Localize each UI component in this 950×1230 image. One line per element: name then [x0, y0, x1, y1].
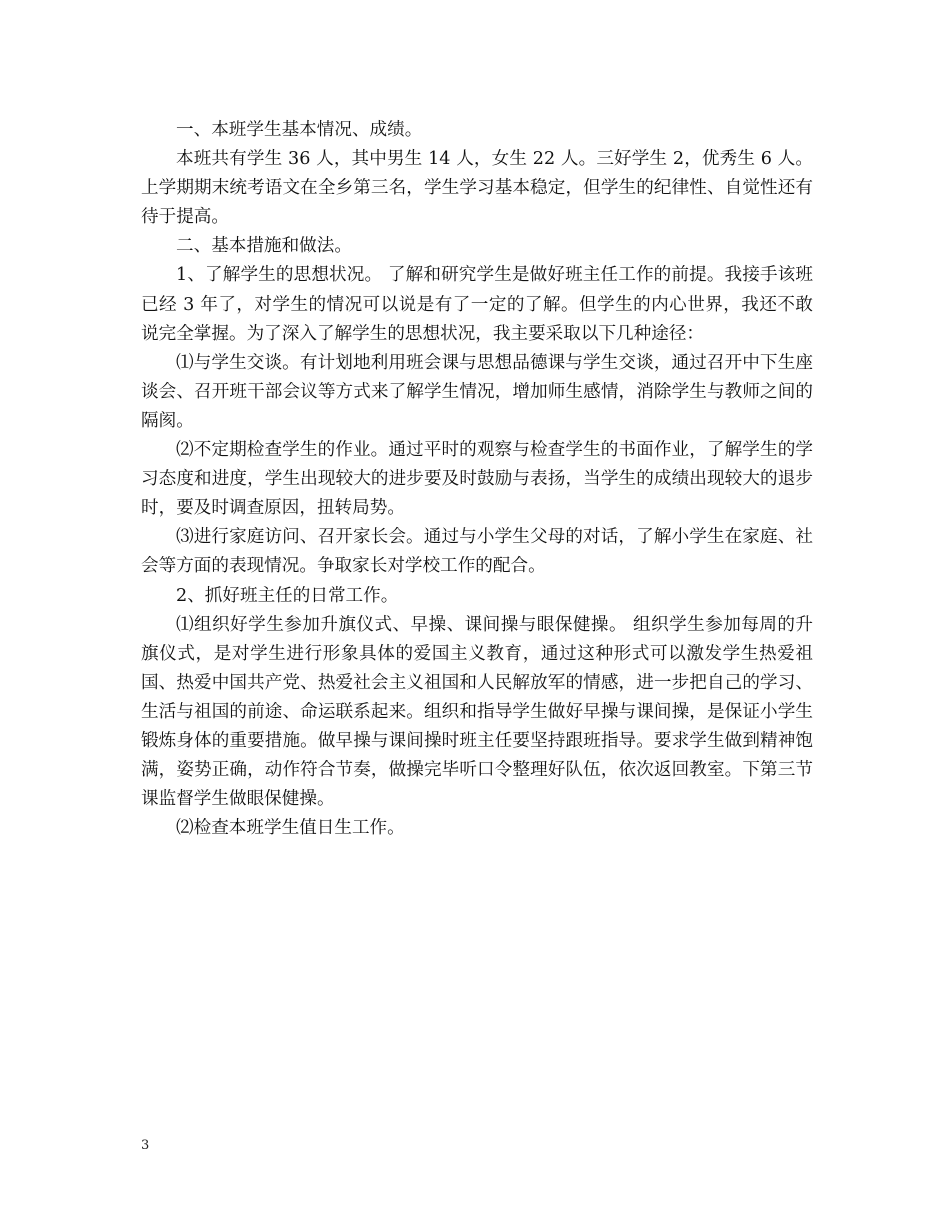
page-number: 3 [141, 1138, 150, 1153]
list-item-duty-check: ⑵检查本班学生值日生工作。 [176, 818, 405, 839]
heading-basic-situation: 一、本班学生基本情况、成绩。 [176, 120, 423, 140]
paragraph-class-stats: 本班共有学生 36 人，其中男生 14 人，女生 22 人。三好学生 2，优秀生 6 人。上学期期末统考语文在全乡第三名，学生学习基本稳定，但学生的纪律性、自觉性还有待于提高。 [141, 149, 813, 228]
heading-daily-work: 2、抓好班主任的日常工作。 [176, 585, 399, 606]
heading-measures: 二、基本措施和做法。 [176, 236, 352, 257]
paragraph-understand-students: 1、了解学生的思想状况。 了解和研究学生是做好班主任工作的前提。我接手该班已经 3 年了，对学生的情况可以说是有了一定的了解。但学生的内心世界，我还不敢说完全掌握。为了深入了解学生的思想状况，我主要采取以下几种途径： [141, 265, 813, 344]
list-item-home-visits: ⑶进行家庭访问、召开家长会。通过与小学生父母的对话，了解小学生在家庭、社会等方面的表现情况。争取家长对学校工作的配合。 [141, 527, 813, 577]
document-body [141, 116, 813, 843]
list-item-flag-ceremony-exercises: ⑴组织好学生参加升旗仪式、早操、课间操与眼保健操。 组织学生参加每周的升旗仪式，是对学生进行形象具体的爱国主义教育，通过这种形式可以激发学生热爱祖国、热爱中国共产党、热爱社会主义祖国和人民解放军的情感，进一步把自己的学习、生活与祖国的前途、命运联系起来。组织和指导学生做好早操与课间操，是保证小学生锻炼身体的重要措施。做早操与课间操时班主任要坚持跟班指导。要求学生做到精神饱满，姿势正确，动作符合节奏，做操完毕听口令整理好队伍，依次返回教室。下第三节课监督学生做眼保健操。 [141, 614, 813, 810]
list-item-talk-with-students: ⑴与学生交谈。有计划地利用班会课与思想品德课与学生交谈，通过召开中下生座谈会、召开班干部会议等方式来了解学生情况，增加师生感情，消除学生与教师之间的隔阂。 [141, 352, 813, 431]
list-item-check-homework: ⑵不定期检查学生的作业。通过平时的观察与检查学生的书面作业，了解学生的学习态度和进度，学生出现较大的进步要及时鼓励与表扬，当学生的成绩出现较大的退步时，要及时调查原因，扭转局势。 [141, 440, 813, 519]
